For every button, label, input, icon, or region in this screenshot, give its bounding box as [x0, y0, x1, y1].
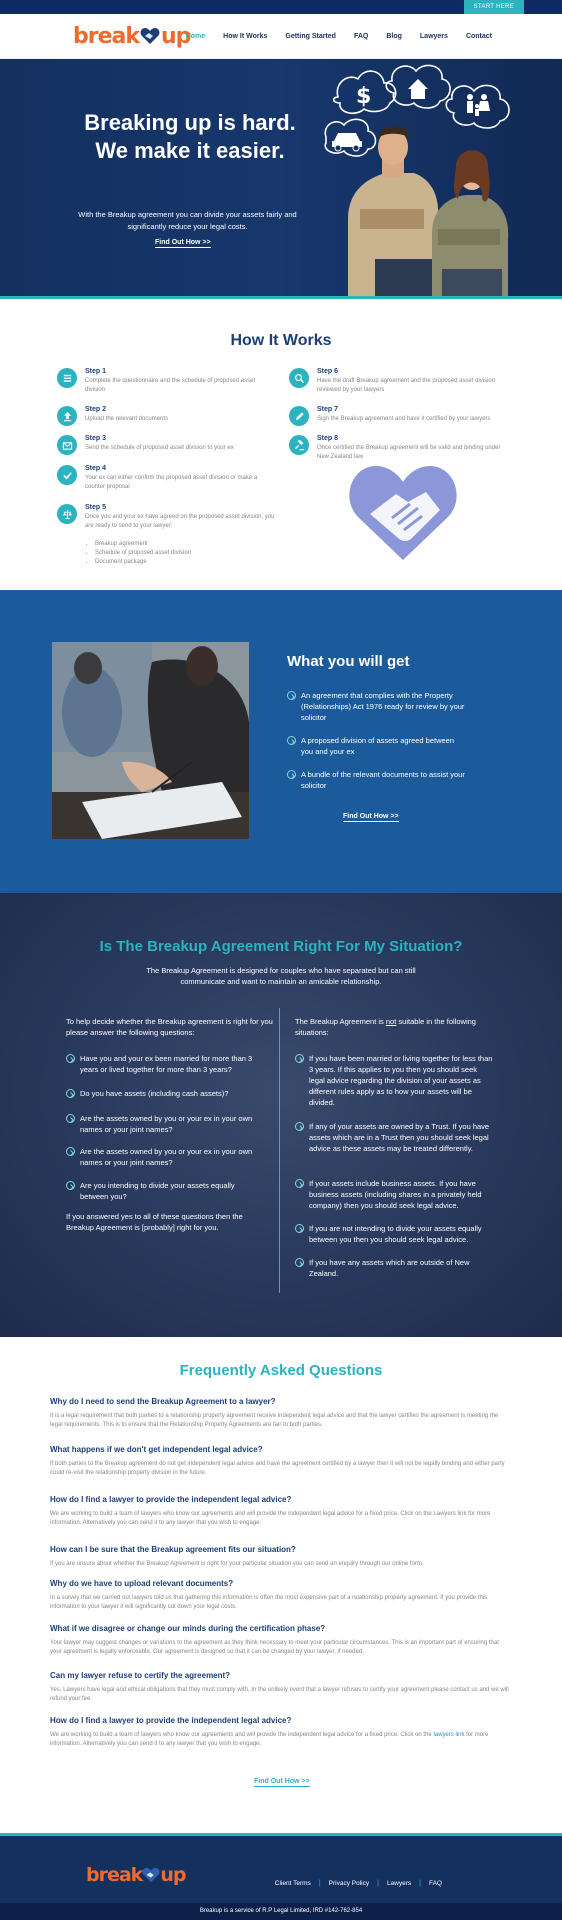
- arrow-circle-icon: [295, 1122, 304, 1131]
- hero-title: [55, 109, 325, 165]
- arrow-circle-icon: [66, 1054, 75, 1063]
- arrow-circle-icon: [295, 1224, 304, 1233]
- faq-answer: Yes. Lawyers have legal and ethical obligations that they must comply with. In the unlikely event that a lawyer refuses to certify your agreement please contact us and we will refund your fee.: [50, 1687, 509, 1702]
- faq-question[interactable]: What if we disagree or change our minds during the certification phase?: [50, 1624, 326, 1633]
- situation-text: If you are not intending to divide your assets equally between you then you should seek legal advice.: [309, 1224, 482, 1244]
- woman-figure: [432, 150, 508, 299]
- top-bar: [0, 0, 562, 14]
- step-text: Once you and your ex have agreed on the proposed asset division, you are ready to send to your lawyer:: [85, 514, 275, 529]
- faq-item: [50, 1579, 510, 1612]
- hero-couple-illustration: [320, 59, 562, 299]
- footer-link-lawyers[interactable]: Lawyers: [386, 1880, 412, 1887]
- step-5-list: [95, 540, 191, 567]
- step-text: Complete the questionnaire and the schedule of proposed asset division: [85, 378, 256, 393]
- benefit-text: A bundle of the relevant documents to assist your solicitor: [301, 770, 465, 790]
- logo-text-right: up: [161, 23, 191, 49]
- nav-links: [168, 14, 492, 59]
- step-title: Step 5: [85, 504, 107, 511]
- list-item: • Document package: [95, 558, 191, 567]
- question-text: Are the assets owned by you or your ex in your own names or your joint names?: [80, 1114, 253, 1134]
- benefit-text: A proposed division of assets agreed between you and your ex: [301, 736, 455, 756]
- arrow-circle-icon: [295, 1179, 304, 1188]
- faq-question[interactable]: Can my lawyer refuse to certify the agreement?: [50, 1671, 231, 1680]
- gavel-icon: [289, 435, 309, 455]
- question-text: Are the assets owned by you or your ex in your own names or your joint names?: [80, 1147, 253, 1167]
- not-suitable-intro: [295, 1016, 505, 1038]
- nav-blog[interactable]: Blog: [386, 33, 402, 40]
- not-suitable-intro-b: suitable in the following situations:: [295, 1017, 476, 1037]
- not-suitable-intro-a: The Breakup Agreement is: [295, 1017, 386, 1026]
- footer-logo[interactable]: [86, 1864, 185, 1886]
- car-icon: [332, 133, 362, 151]
- step-title: Step 3: [85, 435, 107, 442]
- hero-section: [0, 59, 562, 299]
- faq-answer-text: We are working to build a team of lawyers who know our agreements and will provide the independent legal advice for a fixed price. Click on the: [50, 1732, 434, 1738]
- faq-item: [50, 1671, 510, 1704]
- nav-faq[interactable]: FAQ: [353, 33, 369, 40]
- logo-text-left: break: [86, 1864, 143, 1886]
- arrow-circle-icon: [66, 1181, 75, 1190]
- start-here-button[interactable]: START HERE: [464, 0, 524, 14]
- situation-text: If you have been married or living together for less than 3 years. If this applies to you then you should seek legal advice regarding the division of your assets as different rules apply as to how your assets will be divided.: [309, 1054, 493, 1107]
- what-find-out-how-link[interactable]: Find Out How >>: [343, 813, 399, 820]
- footer-links: [275, 1880, 442, 1887]
- arrow-circle-icon: [66, 1114, 75, 1123]
- arrow-circle-icon: [287, 736, 296, 745]
- search-icon: [289, 368, 309, 388]
- arrow-circle-icon: [287, 770, 296, 779]
- logo-text-left: break: [73, 23, 139, 49]
- faq-find-out-how-link[interactable]: Find Out How >>: [254, 1778, 310, 1785]
- arrow-circle-icon: [66, 1147, 75, 1156]
- situation-subtitle: The Breakup Agreement is designed for couples who have separated but can still communicate and want to maintain an amicable relationship.: [146, 966, 416, 986]
- link-separator: |: [318, 1880, 321, 1887]
- faq-question[interactable]: How do I find a lawyer to provide the independent legal advice?: [50, 1495, 292, 1504]
- faq-answer-text: for more information. Alternatively you can send it to any lawyer that you wish to engage.: [50, 1732, 489, 1747]
- faq-item: [50, 1397, 510, 1430]
- faq-answer: If both parties to the Breakup agreement do not get independent legal advice and have the agreement certified by a lawyer then it will not be legally binding and either party could re-visit the relationship property division in the future.: [50, 1461, 505, 1476]
- family-icon: [467, 94, 490, 116]
- send-icon: [57, 435, 77, 455]
- arrow-circle-icon: [295, 1258, 304, 1267]
- footer-link-privacy-policy[interactable]: Privacy Policy: [328, 1880, 370, 1887]
- situation-text: If you have any assets which are outside of New Zealand.: [309, 1258, 470, 1278]
- how-it-works-section: [0, 300, 562, 590]
- house-icon: [408, 79, 428, 99]
- nav-home[interactable]: Home: [185, 33, 206, 40]
- nav-lawyers[interactable]: Lawyers: [419, 33, 448, 40]
- faq-question[interactable]: How can I be sure that the Breakup agreement fits our situation?: [50, 1545, 296, 1554]
- faq-question[interactable]: What happens if we don't get independent legal advice?: [50, 1445, 263, 1454]
- step-text: Your ex can either confirm the proposed asset division or make a counter proposal: [85, 475, 258, 490]
- upload-icon: [57, 406, 77, 426]
- question-text: Have you and your ex been married for more than 3 years or lived together for more than 3 years?: [80, 1054, 253, 1074]
- link-separator: |: [419, 1880, 421, 1887]
- faq-question[interactable]: Why do we have to upload relevant documents?: [50, 1579, 234, 1588]
- nav-contact[interactable]: Contact: [465, 33, 492, 40]
- check-icon: [57, 465, 77, 485]
- arrow-circle-icon: [295, 1054, 304, 1063]
- benefit-text: An agreement that complies with the Property (Relationships) Act 1976 ready for review by your solicitor: [301, 691, 465, 722]
- handshake-heart-icon: [348, 462, 458, 562]
- handshake-heart-icon: [142, 1867, 160, 1883]
- step-title: Step 6: [317, 368, 339, 375]
- step-title: Step 1: [85, 368, 107, 375]
- logo-text-right: up: [160, 1864, 186, 1886]
- step-title: Step 7: [317, 406, 339, 413]
- faq-answer: [50, 1731, 510, 1749]
- how-it-works-title: How It Works: [230, 332, 332, 349]
- column-divider: [279, 1008, 280, 1293]
- hero-title-line1: Breaking up is hard.: [84, 110, 296, 135]
- step-text: Have the draft Breakup agreement and the proposed asset division reviewed by your lawyers: [317, 378, 496, 393]
- arrow-circle-icon: [66, 1089, 75, 1098]
- step-title: Step 4: [85, 465, 107, 472]
- faq-item: [50, 1445, 510, 1478]
- faq-answer: If you are unsure about whether the Breakup Agreement is right for your particular situation you can send an enquiry through our online form.: [50, 1561, 424, 1567]
- faq-item: [50, 1545, 510, 1569]
- footer: [0, 1833, 562, 1920]
- man-figure: [348, 126, 438, 299]
- scales-icon: [57, 504, 77, 524]
- step-text: Once certified the Breakup agreement will be valid and binding under New Zealand law: [317, 445, 501, 460]
- main-navigation: [0, 14, 562, 59]
- faq-answer: We are working to build a team of lawyers who know our agreements and will provide the independent legal advice for a fixed price. Click on the Lawyers link for more information. Alternatively you can send it to any lawyer that you wish to engage.: [50, 1511, 491, 1526]
- footer-link-client-terms[interactable]: Client Terms: [274, 1880, 311, 1887]
- situation-title: Is The Breakup Agreement Right For My Situation?: [99, 938, 463, 955]
- suitable-outro: If you answered yes to all of these questions then the Breakup Agreement is [probably] right for you.: [66, 1212, 243, 1232]
- hero-title-line2: We make it easier.: [95, 138, 285, 163]
- situation-text: If any of your assets are owned by a Trust. If you have assets which are in a Trust then you should seek legal advice as these assets may be treated differently.: [309, 1122, 490, 1153]
- step-title: Step 2: [85, 406, 107, 413]
- signing-document-photo: [52, 642, 249, 839]
- faq-item: [50, 1624, 510, 1657]
- question-text: Do you have assets (including cash assets)?: [80, 1089, 229, 1098]
- not-suitable-emphasis: not: [385, 1017, 397, 1026]
- what-you-get-section: [0, 590, 562, 893]
- step-text: Sign the Breakup agreement and have it certified by your lawyers: [317, 416, 491, 422]
- situation-section: [0, 893, 562, 1337]
- situation-text: If your assets include business assets. If you have business assets (including shares in a privately held company) then you should seek legal advice.: [309, 1179, 482, 1210]
- faq-section: [0, 1337, 562, 1833]
- list-icon: [57, 368, 77, 388]
- faq-answer: Your lawyer may suggest changes or variations to the agreement as they think necessary to meet your particular circumstances. This is an important part of ensuring that your agreement is legally enforceable. Our agreement is designed so that it can be changed by your lawyer, if needed.: [50, 1640, 499, 1655]
- faq-item: [50, 1716, 510, 1749]
- hero-text: With the Breakup agreement you can divide your assets fairly and significantly reduce your legal costs.: [78, 210, 297, 231]
- footer-link-faq[interactable]: FAQ: [428, 1880, 442, 1887]
- hero-find-out-how-link[interactable]: Find Out How >>: [155, 239, 211, 246]
- faq-answer: It is a legal requirement that both parties to a relationship property agreement receive independent legal advice and that the lawyer certifies the agreement is meeting the legal requirements. This is to ensure that the Relationship Property Agreements are fair to both parties.: [50, 1413, 499, 1428]
- suitable-intro: To help decide whether the Breakup agreement is right for you please answer the following questions:: [66, 1017, 273, 1037]
- step-text: Send the schedule of proposed asset division to your ex: [85, 445, 234, 451]
- question-text: Are you intending to divide your assets equally between you?: [80, 1181, 235, 1201]
- copyright: Breakup is a service of R.P Legal Limited, IRD #142-762-854: [0, 1903, 562, 1920]
- link-separator: |: [377, 1880, 379, 1887]
- pen-icon: [289, 406, 309, 426]
- nav-getting-started[interactable]: Getting Started: [285, 33, 336, 40]
- step-title: Step 8: [317, 435, 339, 442]
- step-text: Upload the relevant documents: [85, 416, 169, 422]
- list-item: • Breakup agreement: [95, 540, 191, 549]
- faq-title: Frequently Asked Questions: [179, 1362, 383, 1379]
- lawyers-link[interactable]: lawyers link: [433, 1732, 465, 1738]
- faq-answer: In a survey that we carried out lawyers told us that gathering this information is often the most expensive part of a relationship property agreement. If you provide this information to your lawyer it will significantly cut down your legal costs.: [50, 1595, 488, 1610]
- dollar-icon: $: [356, 84, 372, 109]
- nav-how-it-works[interactable]: How It Works: [223, 33, 268, 40]
- handshake-heart-icon: [140, 27, 160, 45]
- faq-question[interactable]: How do I find a lawyer to provide the independent legal advice?: [50, 1716, 292, 1725]
- what-you-get-title: What you will get: [287, 653, 410, 670]
- faq-item: [50, 1495, 510, 1528]
- faq-question[interactable]: Why do I need to send the Breakup Agreement to a lawyer?: [50, 1397, 276, 1406]
- list-item: • Schedule of proposed asset division: [95, 549, 191, 558]
- arrow-circle-icon: [287, 691, 296, 700]
